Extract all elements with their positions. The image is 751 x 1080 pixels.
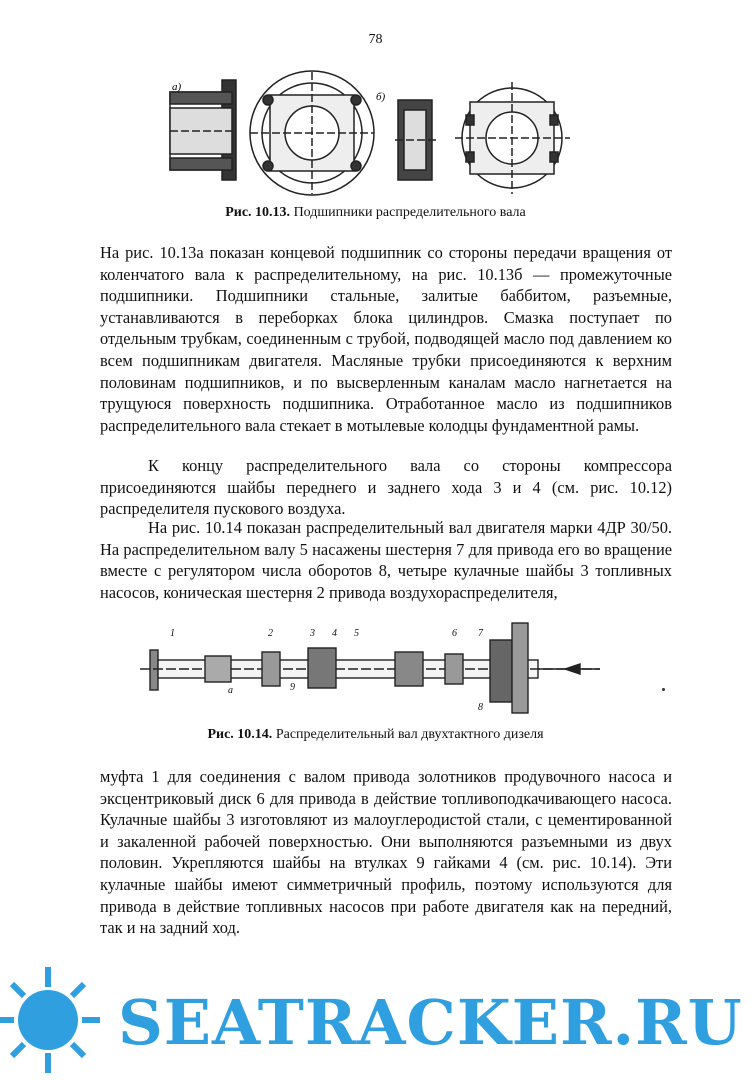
label-1: 1 xyxy=(170,628,175,639)
figure-10-14-caption xyxy=(0,727,751,743)
watermark xyxy=(0,962,751,1075)
page-number: 78 xyxy=(368,32,383,47)
label-6: 6 xyxy=(452,628,457,639)
label-8: 8 xyxy=(478,702,483,713)
watermark-text: SEATRACKER.RU xyxy=(118,986,743,1059)
label-5: 5 xyxy=(354,628,359,639)
caption-text: Распределительный вал двухтактного дизеля xyxy=(275,727,544,742)
label-9: 9 xyxy=(290,682,295,693)
label-7: 7 xyxy=(478,628,483,639)
label-b: б) xyxy=(376,91,386,103)
label-4: 4 xyxy=(332,628,337,639)
paragraph-4: муфта 1 для соединения с валом привода золотников продувочного насоса и эксцентриковый диск 6 для привода в действие топливоподкачивающего насоса. Кулачные шайбы 3 изготовляют из малоуглеродистой стали, с цементированной и закаленной рабочей поверхностью. Они выполняются разъемными из двух половин. Укрепляются шайбы на втулках 9 гайками 4 (см. рис. 10.14). Эти кулачные шайбы имеют симметричный профиль, поэтому используются для привода в действие топливных насосов при работе двигателя как на передний, так и на задний ход. xyxy=(100,767,672,938)
figure-10-13-caption xyxy=(0,205,751,221)
figure-10-13 xyxy=(0,70,751,200)
figure-10-14 xyxy=(0,618,751,718)
paragraph-1: На рис. 10.13а показан концевой подшипник со стороны передачи вращения от коленчатого вала к распределительному, на рис. 10.13б — промежуточные подшипники. Подшипники стальные, залитые баббитом, разъемные, устанавливаются в переборках блока цилиндров. Смазка поступает по отдельным трубкам, соединенным с трубой, подводящей масло под давлением ко всем подшипникам двигателя. Масляные трубки присоединяются к верхним половинам подшипников, и по высверленным каналам масло нагнетается на трущуюся поверхность подшипника. Отработанное масло из подшипников распределительного вала стекает в мотылевые колодцы фундаментной рамы. xyxy=(100,243,672,435)
caption-number: Рис. 10.14. xyxy=(207,727,273,742)
sun-logo-icon xyxy=(0,967,100,1073)
speck xyxy=(662,688,665,691)
camshaft-drawing xyxy=(0,618,751,718)
label-3: 3 xyxy=(310,628,315,639)
bearings-drawing xyxy=(0,70,751,200)
label-a: a xyxy=(228,685,233,696)
caption-text: Подшипники распределительного вала xyxy=(293,205,526,220)
paragraph-3: На рис. 10.14 показан распределительный вал двигателя марки 4ДР 30/50. На распределительном валу 5 насажены шестерня 7 для привода его во вращение вместе с регулятором числа оборотов 8, четыре кулачные шайбы 3 топливных насосов, коническая шестерня 2 привода воздухораспределителя, xyxy=(100,518,672,602)
label-a: а) xyxy=(172,81,182,93)
paragraph-2: К концу распределительного вала со стороны компрессора присоединяются шайбы переднего и заднего хода 3 и 4 (см. рис. 10.12) распределителя пускового воздуха. xyxy=(100,456,672,519)
caption-number: Рис. 10.13. xyxy=(225,205,291,220)
watermark-graphic xyxy=(0,962,751,1075)
label-2: 2 xyxy=(268,628,273,639)
